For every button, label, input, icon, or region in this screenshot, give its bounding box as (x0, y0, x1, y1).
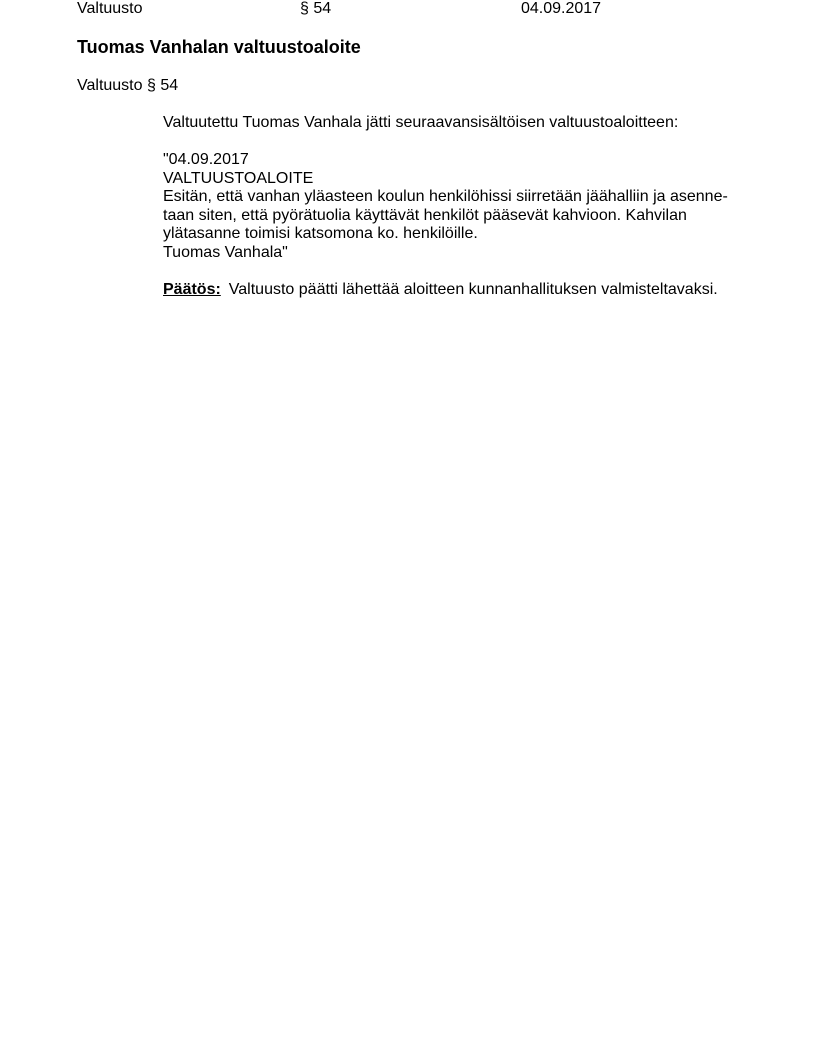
section-reference: Valtuusto § 54 (77, 77, 179, 94)
quote-line: "04.09.2017 (163, 151, 249, 168)
document-body (163, 114, 743, 299)
quote-line: Tuomas Vanhala" (163, 243, 288, 261)
quote-line: taan siten, että pyörätuolia käyttävät henkilöt pääsevät kahvioon. Kahvilan (163, 206, 687, 224)
document-header (0, 0, 816, 20)
quote-line: Esitän, että vanhan yläasteen koulun henkilöhissi siirretään jäähalliin ja asenne- (163, 188, 728, 205)
decision-text: Valtuusto päätti lähettää aloitteen kunnanhallituksen valmisteltavaksi. (228, 280, 718, 298)
intro-paragraph: Valtuutettu Tuomas Vanhala jätti seuraavansisältöisen valtuustoaloitteen: (163, 114, 679, 131)
quote-line: VALTUUSTOALOITE (163, 169, 314, 187)
quoted-motion (163, 151, 743, 262)
header-meeting-date: 04.09.2017 (521, 0, 602, 17)
header-body-name: Valtuusto (77, 0, 143, 17)
document-title: Tuomas Vanhalan valtuustoaloite (77, 37, 361, 57)
quote-line: ylätasanne toimisi katsomona ko. henkilöille. (163, 225, 478, 242)
decision-label: Päätös: (163, 280, 221, 298)
decision-paragraph (163, 281, 743, 300)
header-section-number: § 54 (300, 0, 332, 17)
